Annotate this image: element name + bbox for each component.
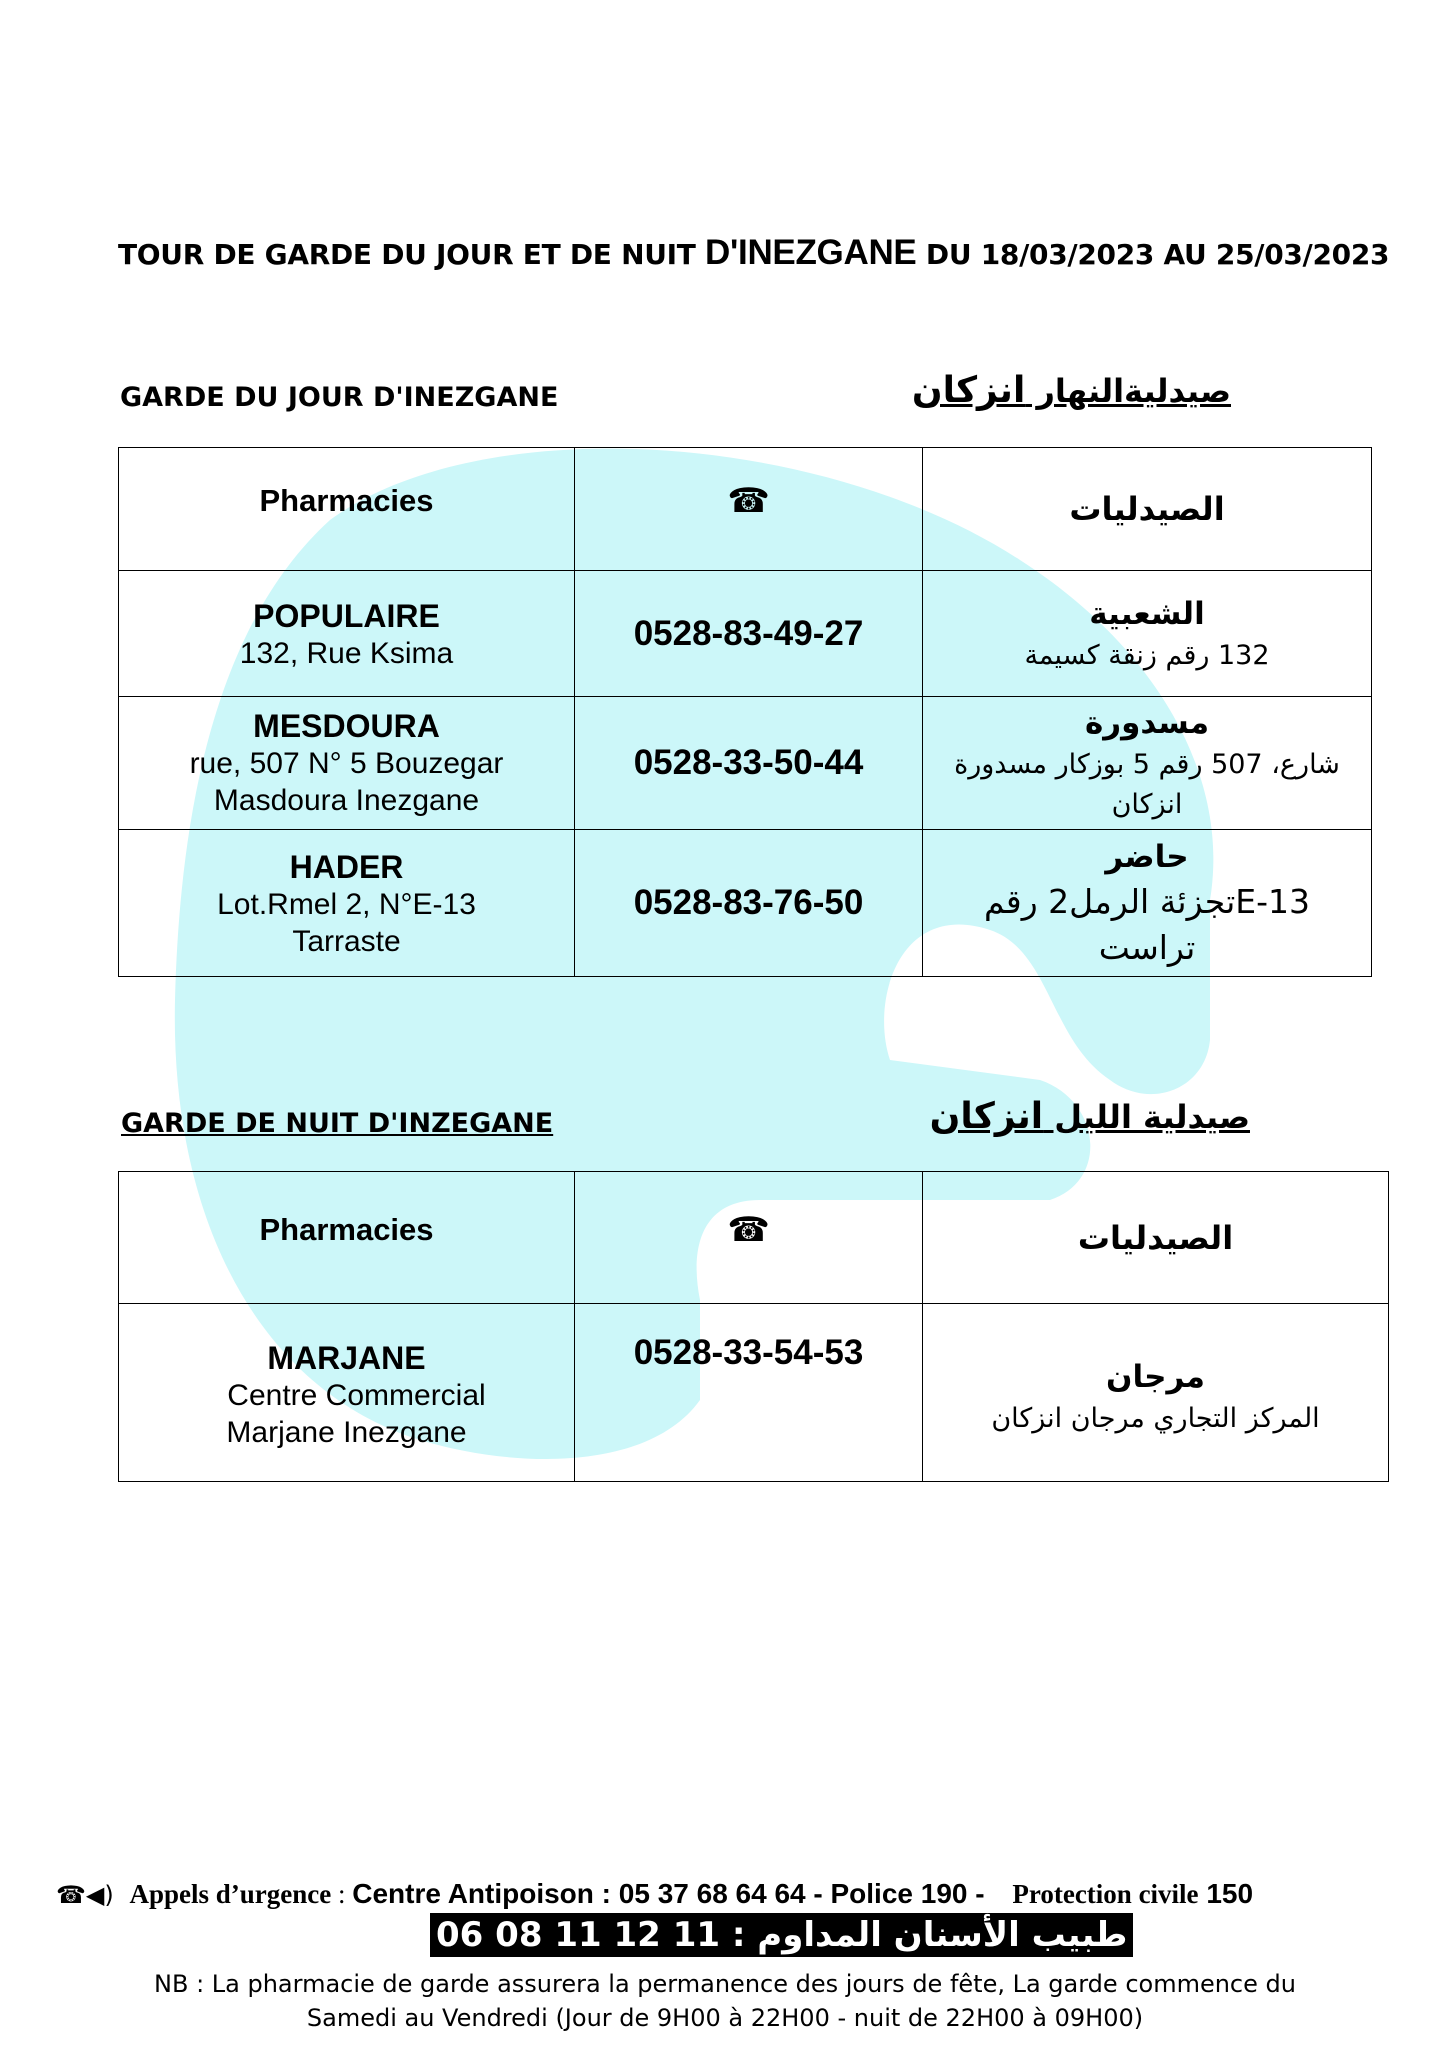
day-label-ar-city: انزكان xyxy=(911,370,1026,411)
protection-civile-label: Protection civile xyxy=(1012,1879,1199,1909)
pharmacy-name-ar: مرجان xyxy=(1106,1358,1205,1395)
pharmacy-phone: 0528-33-50-44 xyxy=(633,743,864,782)
pharmacy-address-ar-line2: انزكان xyxy=(1111,789,1183,820)
telephone-icon: ☎ xyxy=(727,1209,770,1250)
day-table xyxy=(118,447,1372,977)
table-row xyxy=(119,571,1372,697)
pharmacy-address-line1: rue, 507 N° 5 Bouzegar xyxy=(189,747,504,780)
protection-civile-number: 150 xyxy=(1206,1878,1254,1909)
night-label-ar-prefix: صيدلية الليل xyxy=(1043,1098,1250,1136)
pharmacy-phone: 0528-83-76-50 xyxy=(633,883,864,922)
header-pharmacies: Pharmacies xyxy=(259,483,434,518)
pharmacy-address-line2: Tarraste xyxy=(292,925,401,958)
pharmacy-address-ar: 132 رقم زنقة كسيمة xyxy=(1024,639,1270,671)
pharmacy-phone: 0528-33-54-53 xyxy=(633,1332,864,1372)
pharmacy-address-ar-line1: E-13تجزئة الرمل2 رقم xyxy=(983,882,1311,921)
page-title xyxy=(118,233,1390,273)
pharmacy-address: 132, Rue Ksima xyxy=(239,637,454,670)
pharmacy-address-line1: Lot.Rmel 2, N°E-13 xyxy=(217,888,476,921)
pharmacy-address-line2: Marjane Inezgane xyxy=(226,1415,467,1449)
pharmacy-name: MESDOURA xyxy=(253,708,440,744)
table-row xyxy=(119,830,1372,977)
header-pharmacies-ar: الصيدليات xyxy=(1077,1218,1234,1257)
pharmacy-name: MARJANE xyxy=(267,1339,426,1376)
telephone-icon: ☎ xyxy=(727,481,770,521)
night-section-label-fr: GARDE DE NUIT D'INZEGANE xyxy=(121,1108,554,1139)
title-suffix: DU 18/03/2023 AU 25/03/2023 xyxy=(916,238,1390,271)
pharmacy-name: HADER xyxy=(289,849,404,885)
pharmacy-name-ar: الشعبية xyxy=(1089,595,1205,632)
table-row xyxy=(119,1304,1389,1482)
table-row xyxy=(119,697,1372,830)
antipoison-text: Centre Antipoison : 05 37 68 64 64 - Police 190 - xyxy=(352,1878,985,1909)
pharmacy-phone: 0528-83-49-27 xyxy=(633,613,864,653)
header-pharmacies: Pharmacies xyxy=(259,1211,434,1247)
day-section-label-fr: GARDE DU JOUR D'INEZGANE xyxy=(120,382,559,413)
night-label-ar-city: انزكان xyxy=(929,1096,1044,1137)
note-line-1: NB : La pharmacie de garde assurera la permanence des jours de fête, La garde commence du xyxy=(154,1970,1296,1998)
emergency-line: ☎◀) Appels d’urgence : Centre Antipoison : 05 37 68 64 64 - Police 190 - Protection civile 150 xyxy=(56,1878,1254,1909)
title-city: D'INEZGANE xyxy=(705,233,917,272)
night-section-label-ar xyxy=(930,1096,1250,1137)
header-pharmacies-ar: الصيدليات xyxy=(1069,490,1225,528)
pharmacy-name-ar: حاضر xyxy=(1105,839,1189,875)
phone-megaphone-icon: ☎◀) xyxy=(56,1881,114,1909)
pharmacy-address-line1: Centre Commercial xyxy=(227,1378,486,1412)
dentist-on-duty: طبيب الأسنان المداوم : 11 12 11 08 06 xyxy=(430,1913,1133,1957)
pharmacy-address-line2: Masdoura Inezgane xyxy=(213,784,480,817)
pharmacy-address-ar-line1: شارع، 507 رقم 5 بوزكار مسدورة xyxy=(954,749,1340,780)
day-label-ar-prefix: صيدليةالنهار xyxy=(1025,372,1231,410)
pharmacy-name: POPULAIRE xyxy=(253,598,440,634)
note-line-2: Samedi au Vendredi (Jour de 9H00 à 22H00 - nuit de 22H00 à 09H00) xyxy=(306,2004,1144,2032)
day-section-label-ar xyxy=(912,370,1231,411)
title-prefix: TOUR DE GARDE DU JOUR ET DE NUIT xyxy=(118,238,706,271)
pharmacy-address-ar: المركز التجاري مرجان انزكان xyxy=(991,1402,1320,1434)
pharmacy-address-ar-line2: تراست xyxy=(1098,928,1196,967)
pharmacy-name-ar: مسدورة xyxy=(1084,705,1210,741)
urgence-label: Appels d’urgence xyxy=(129,1879,332,1909)
night-table xyxy=(118,1171,1389,1482)
